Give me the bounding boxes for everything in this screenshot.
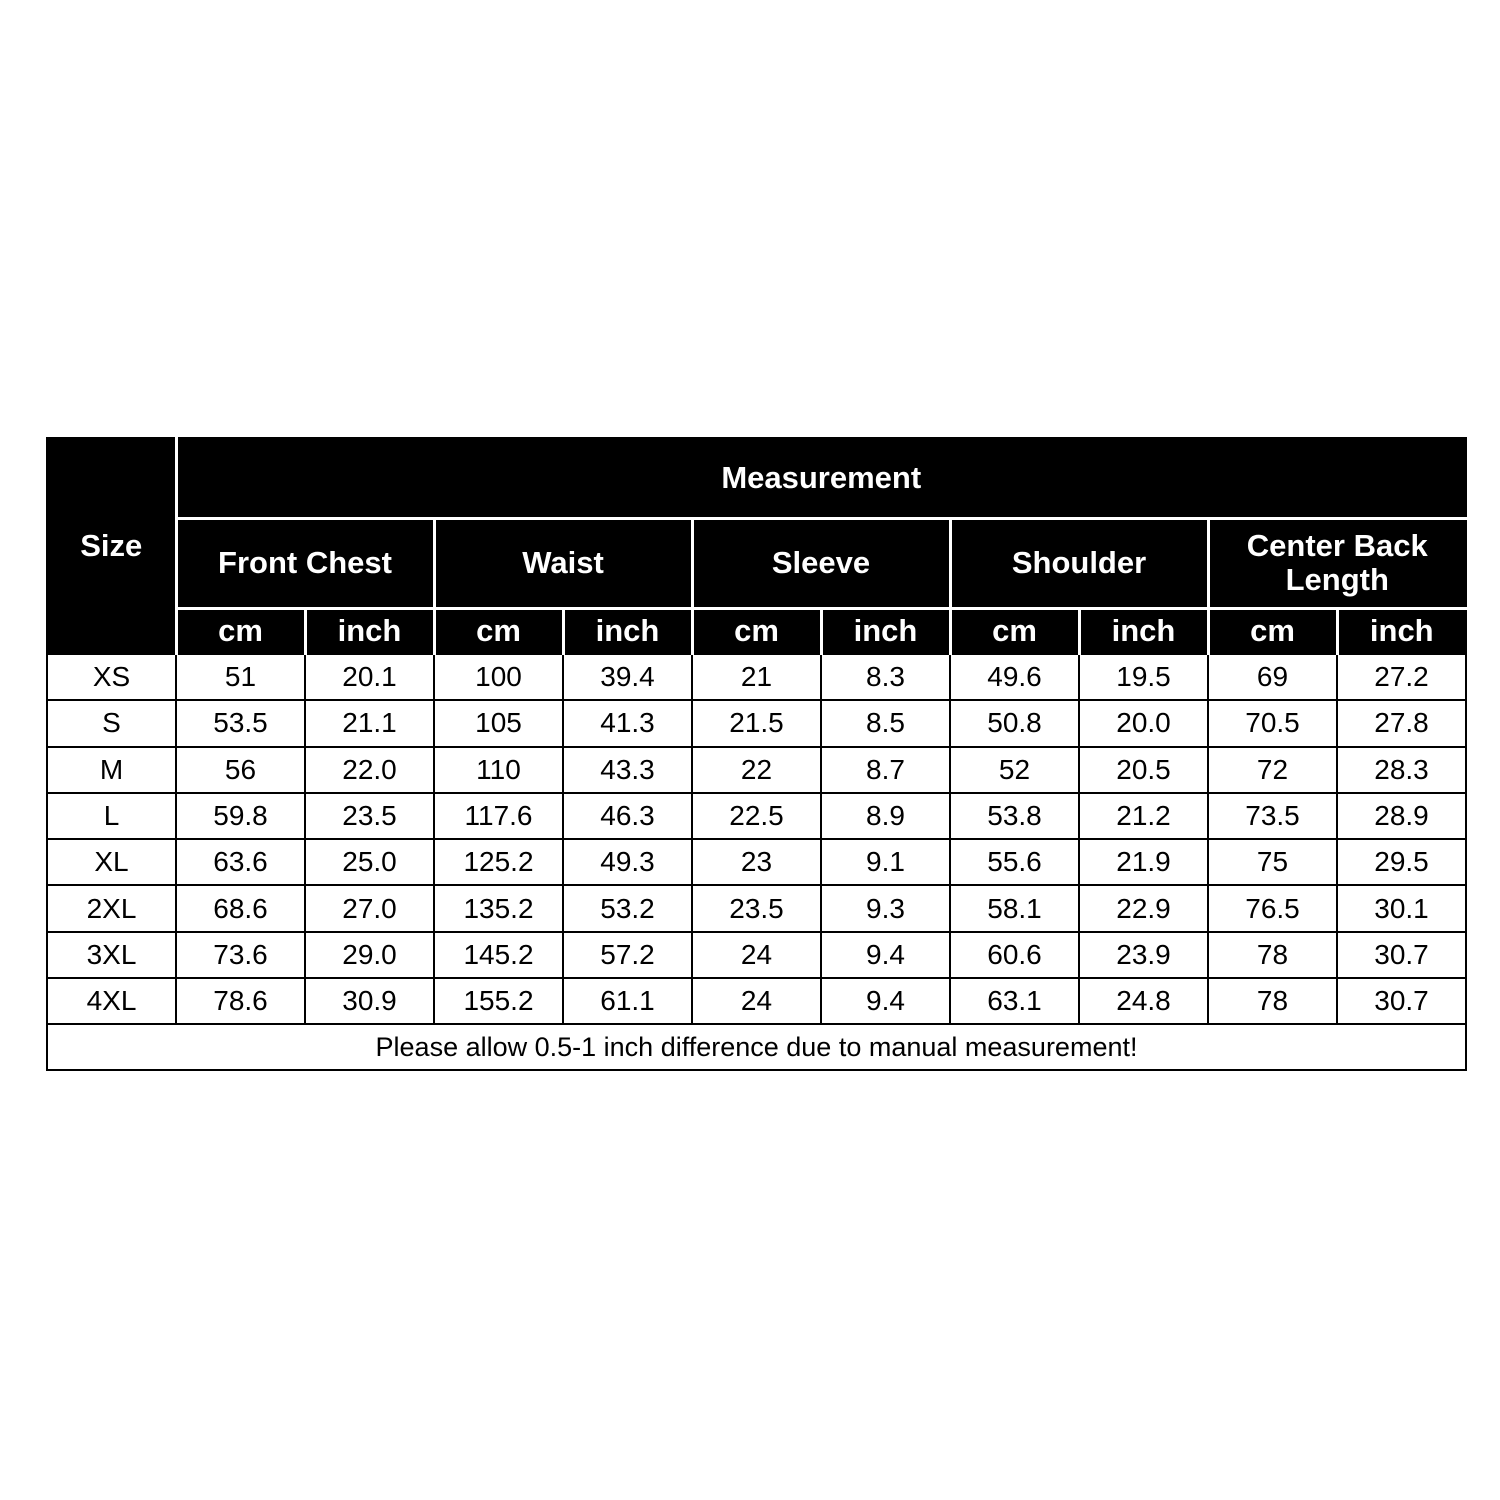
value-cell: 155.2 xyxy=(434,978,563,1024)
value-cell: 22.0 xyxy=(305,747,434,793)
size-chart-table xyxy=(46,437,1467,1071)
value-cell: 25.0 xyxy=(305,839,434,885)
value-cell: 9.4 xyxy=(821,978,950,1024)
value-cell: 117.6 xyxy=(434,793,563,839)
table-row xyxy=(47,700,1466,746)
table-row xyxy=(47,978,1466,1024)
group-header-label: Waist xyxy=(522,545,604,580)
value-cell: 8.7 xyxy=(821,747,950,793)
value-cell: 22 xyxy=(692,747,821,793)
value-cell: 52 xyxy=(950,747,1079,793)
value-cell: 8.5 xyxy=(821,700,950,746)
value-cell: 105 xyxy=(434,700,563,746)
unit-header-inch: inch xyxy=(563,608,692,654)
value-cell: 78 xyxy=(1208,978,1337,1024)
size-cell: XL xyxy=(47,839,176,885)
value-cell: 69 xyxy=(1208,654,1337,700)
value-cell: 20.0 xyxy=(1079,700,1208,746)
value-cell: 56 xyxy=(176,747,305,793)
value-cell: 76.5 xyxy=(1208,885,1337,931)
table-row xyxy=(47,839,1466,885)
value-cell: 27.0 xyxy=(305,885,434,931)
size-cell: 2XL xyxy=(47,885,176,931)
table-row xyxy=(47,747,1466,793)
value-cell: 50.8 xyxy=(950,700,1079,746)
value-cell: 53.2 xyxy=(563,885,692,931)
value-cell: 21.2 xyxy=(1079,793,1208,839)
value-cell: 57.2 xyxy=(563,932,692,978)
unit-header-inch: inch xyxy=(1337,608,1466,654)
value-cell: 100 xyxy=(434,654,563,700)
value-cell: 30.9 xyxy=(305,978,434,1024)
value-cell: 61.1 xyxy=(563,978,692,1024)
unit-header-cm: cm xyxy=(176,608,305,654)
value-cell: 78.6 xyxy=(176,978,305,1024)
unit-header-cm: cm xyxy=(950,608,1079,654)
value-cell: 8.3 xyxy=(821,654,950,700)
value-cell: 75 xyxy=(1208,839,1337,885)
measurement-note: Please allow 0.5-1 inch difference due to manual measurement! xyxy=(47,1024,1466,1070)
value-cell: 63.6 xyxy=(176,839,305,885)
value-cell: 30.7 xyxy=(1337,978,1466,1024)
value-cell: 20.1 xyxy=(305,654,434,700)
value-cell: 135.2 xyxy=(434,885,563,931)
value-cell: 49.3 xyxy=(563,839,692,885)
value-cell: 24 xyxy=(692,932,821,978)
value-cell: 21.9 xyxy=(1079,839,1208,885)
size-cell: 3XL xyxy=(47,932,176,978)
group-header-shoulder xyxy=(950,518,1208,608)
value-cell: 30.7 xyxy=(1337,932,1466,978)
value-cell: 51 xyxy=(176,654,305,700)
size-chart xyxy=(46,437,1465,1071)
value-cell: 21.1 xyxy=(305,700,434,746)
value-cell: 110 xyxy=(434,747,563,793)
value-cell: 53.5 xyxy=(176,700,305,746)
value-cell: 30.1 xyxy=(1337,885,1466,931)
unit-header-cm: cm xyxy=(434,608,563,654)
size-header: Size xyxy=(47,438,176,654)
value-cell: 145.2 xyxy=(434,932,563,978)
value-cell: 24.8 xyxy=(1079,978,1208,1024)
value-cell: 21.5 xyxy=(692,700,821,746)
value-cell: 72 xyxy=(1208,747,1337,793)
group-header-sleeve xyxy=(692,518,950,608)
value-cell: 23 xyxy=(692,839,821,885)
unit-header-inch: inch xyxy=(1079,608,1208,654)
value-cell: 39.4 xyxy=(563,654,692,700)
value-cell: 60.6 xyxy=(950,932,1079,978)
value-cell: 59.8 xyxy=(176,793,305,839)
table-row xyxy=(47,654,1466,700)
unit-header-inch: inch xyxy=(305,608,434,654)
value-cell: 41.3 xyxy=(563,700,692,746)
value-cell: 68.6 xyxy=(176,885,305,931)
value-cell: 70.5 xyxy=(1208,700,1337,746)
value-cell: 23.5 xyxy=(305,793,434,839)
value-cell: 19.5 xyxy=(1079,654,1208,700)
size-cell: 4XL xyxy=(47,978,176,1024)
measurement-header: Measurement xyxy=(176,438,1466,518)
value-cell: 20.5 xyxy=(1079,747,1208,793)
group-header-label: Sleeve xyxy=(771,545,871,580)
table-row xyxy=(47,885,1466,931)
value-cell: 55.6 xyxy=(950,839,1079,885)
value-cell: 63.1 xyxy=(950,978,1079,1024)
group-header-label: Center Back xyxy=(1246,528,1428,563)
size-cell: M xyxy=(47,747,176,793)
value-cell: 73.6 xyxy=(176,932,305,978)
value-cell: 29.5 xyxy=(1337,839,1466,885)
group-header-center-back-length xyxy=(1208,518,1466,608)
table-row xyxy=(47,793,1466,839)
size-cell: L xyxy=(47,793,176,839)
value-cell: 28.3 xyxy=(1337,747,1466,793)
value-cell: 27.8 xyxy=(1337,700,1466,746)
value-cell: 8.9 xyxy=(821,793,950,839)
value-cell: 46.3 xyxy=(563,793,692,839)
value-cell: 53.8 xyxy=(950,793,1079,839)
group-header-waist xyxy=(434,518,692,608)
table-row xyxy=(47,932,1466,978)
group-header-label: Shoulder xyxy=(1011,545,1147,580)
value-cell: 9.1 xyxy=(821,839,950,885)
value-cell: 23.9 xyxy=(1079,932,1208,978)
value-cell: 27.2 xyxy=(1337,654,1466,700)
unit-header-cm: cm xyxy=(692,608,821,654)
value-cell: 58.1 xyxy=(950,885,1079,931)
value-cell: 73.5 xyxy=(1208,793,1337,839)
size-cell: XS xyxy=(47,654,176,700)
size-cell: S xyxy=(47,700,176,746)
value-cell: 78 xyxy=(1208,932,1337,978)
value-cell: 21 xyxy=(692,654,821,700)
value-cell: 9.4 xyxy=(821,932,950,978)
value-cell: 49.6 xyxy=(950,654,1079,700)
value-cell: 9.3 xyxy=(821,885,950,931)
value-cell: 43.3 xyxy=(563,747,692,793)
group-header-label: Front Chest xyxy=(218,545,392,580)
value-cell: 22.9 xyxy=(1079,885,1208,931)
unit-header-inch: inch xyxy=(821,608,950,654)
group-header-front-chest xyxy=(176,518,434,608)
value-cell: 23.5 xyxy=(692,885,821,931)
value-cell: 125.2 xyxy=(434,839,563,885)
group-header-label-line2: Length xyxy=(1285,562,1389,597)
value-cell: 29.0 xyxy=(305,932,434,978)
value-cell: 28.9 xyxy=(1337,793,1466,839)
unit-header-cm: cm xyxy=(1208,608,1337,654)
value-cell: 24 xyxy=(692,978,821,1024)
value-cell: 22.5 xyxy=(692,793,821,839)
